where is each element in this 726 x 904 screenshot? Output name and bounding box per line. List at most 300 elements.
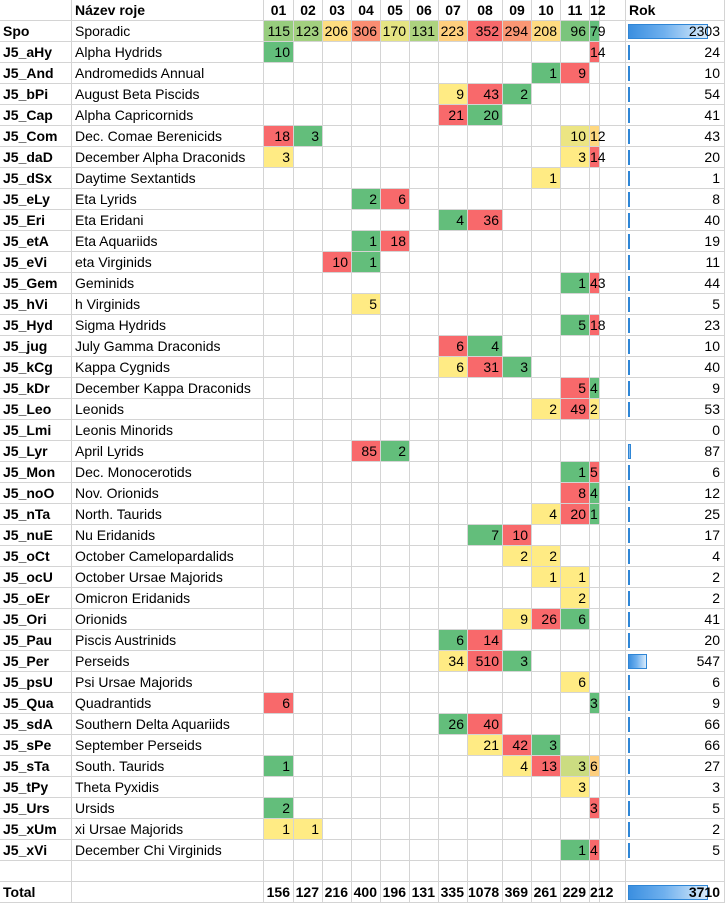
month-cell-07[interactable] [439,231,468,252]
spacer-cell[interactable] [600,231,626,252]
month-cell-12[interactable]: 5 [590,462,600,483]
month-cell-02[interactable] [294,672,323,693]
shower-code[interactable]: J5_sdA [0,714,72,735]
month-cell-09[interactable] [503,315,532,336]
month-cell-06[interactable] [410,126,439,147]
month-cell-01[interactable]: 10 [264,42,294,63]
month-cell-09[interactable]: 10 [503,525,532,546]
month-cell-10[interactable] [532,189,561,210]
month-cell-09[interactable] [503,714,532,735]
month-cell-04[interactable] [352,546,381,567]
month-cell-10[interactable]: 261 [532,882,561,903]
month-cell-05[interactable] [381,840,410,861]
month-cell-05[interactable] [381,798,410,819]
month-cell-05[interactable] [381,819,410,840]
month-cell-03[interactable] [323,609,352,630]
shower-name[interactable]: Theta Pyxidis [72,777,264,798]
month-cell-08[interactable] [468,798,503,819]
month-cell-03[interactable] [323,210,352,231]
month-cell-08[interactable] [468,777,503,798]
year-total-cell[interactable] [626,420,725,441]
month-cell-07[interactable]: 223 [439,21,468,42]
month-cell-05[interactable] [381,630,410,651]
month-cell-12[interactable] [590,441,600,462]
shower-name[interactable]: Psi Ursae Majorids [72,672,264,693]
month-cell-04[interactable] [352,315,381,336]
shower-code[interactable]: Spo [0,21,72,42]
month-cell-10[interactable]: 208 [532,21,561,42]
month-cell-01[interactable] [264,84,294,105]
month-cell-01[interactable] [264,714,294,735]
month-cell-10[interactable]: 4 [532,504,561,525]
month-cell-08[interactable] [468,147,503,168]
shower-code[interactable]: J5_nTa [0,504,72,525]
month-cell-07[interactable] [439,168,468,189]
month-cell-04[interactable] [352,168,381,189]
shower-name[interactable]: October Ursae Majorids [72,567,264,588]
month-cell-12[interactable]: 18 [590,315,600,336]
month-cell-03[interactable] [323,105,352,126]
month-cell-04[interactable] [352,378,381,399]
month-cell-07[interactable] [439,588,468,609]
month-cell-02[interactable]: 3 [294,126,323,147]
month-cell-08[interactable] [468,420,503,441]
month-cell-11[interactable]: 3 [561,756,590,777]
month-cell-12[interactable]: 1 [590,504,600,525]
month-cell-06[interactable] [410,147,439,168]
shower-name[interactable]: eta Virginids [72,252,264,273]
spacer-cell[interactable] [600,336,626,357]
month-cell-12[interactable] [590,546,600,567]
month-cell-10[interactable]: 3 [532,735,561,756]
month-cell-10[interactable] [532,798,561,819]
month-cell-11[interactable] [561,252,590,273]
month-cell-11[interactable] [561,210,590,231]
month-cell-11[interactable]: 9 [561,63,590,84]
empty-cell[interactable] [352,861,381,882]
shower-code[interactable]: J5_Lyr [0,441,72,462]
month-cell-05[interactable] [381,294,410,315]
month-cell-01[interactable] [264,609,294,630]
header-month-11[interactable]: 11 [561,0,590,21]
month-cell-03[interactable] [323,294,352,315]
month-cell-02[interactable] [294,210,323,231]
shower-name[interactable]: Daytime Sextantids [72,168,264,189]
month-cell-07[interactable] [439,63,468,84]
month-cell-10[interactable] [532,693,561,714]
month-cell-06[interactable] [410,483,439,504]
month-cell-11[interactable]: 5 [561,378,590,399]
month-cell-01[interactable]: 115 [264,21,294,42]
month-cell-12[interactable]: 14 [590,42,600,63]
year-total-cell[interactable] [626,840,725,861]
month-cell-03[interactable] [323,63,352,84]
month-cell-09[interactable] [503,504,532,525]
spacer-cell[interactable] [600,588,626,609]
spacer-cell[interactable] [600,84,626,105]
spacer-cell[interactable] [600,63,626,84]
month-cell-02[interactable] [294,525,323,546]
month-cell-05[interactable]: 6 [381,189,410,210]
shower-name[interactable]: h Virginids [72,294,264,315]
shower-name[interactable]: December Chi Virginids [72,840,264,861]
month-cell-06[interactable] [410,462,439,483]
month-cell-08[interactable]: 21 [468,735,503,756]
spacer-cell[interactable] [600,441,626,462]
month-cell-02[interactable] [294,42,323,63]
month-cell-12[interactable] [590,189,600,210]
month-cell-10[interactable] [532,483,561,504]
header-month-05[interactable]: 05 [381,0,410,21]
spacer-cell[interactable] [600,756,626,777]
month-cell-12[interactable] [590,105,600,126]
spacer-cell[interactable] [600,0,626,21]
spacer-cell[interactable] [600,651,626,672]
month-cell-06[interactable] [410,693,439,714]
month-cell-03[interactable] [323,798,352,819]
month-cell-11[interactable] [561,630,590,651]
shower-code[interactable]: J5_Cap [0,105,72,126]
empty-cell[interactable] [323,861,352,882]
month-cell-01[interactable] [264,189,294,210]
year-total-cell[interactable] [626,651,725,672]
month-cell-04[interactable] [352,714,381,735]
month-cell-07[interactable] [439,315,468,336]
month-cell-03[interactable]: 216 [323,882,352,903]
month-cell-04[interactable] [352,840,381,861]
month-cell-08[interactable] [468,588,503,609]
month-cell-11[interactable] [561,693,590,714]
month-cell-01[interactable] [264,567,294,588]
month-cell-06[interactable] [410,735,439,756]
year-total-cell[interactable] [626,588,725,609]
month-cell-10[interactable] [532,336,561,357]
month-cell-11[interactable]: 3 [561,147,590,168]
spacer-cell[interactable] [600,735,626,756]
month-cell-07[interactable] [439,252,468,273]
month-cell-12[interactable] [590,252,600,273]
month-cell-07[interactable] [439,294,468,315]
month-cell-03[interactable] [323,714,352,735]
shower-code[interactable]: J5_Leo [0,399,72,420]
month-cell-09[interactable] [503,630,532,651]
shower-name[interactable]: Southern Delta Aquariids [72,714,264,735]
shower-name[interactable]: Alpha Capricornids [72,105,264,126]
month-cell-11[interactable]: 20 [561,504,590,525]
month-cell-06[interactable] [410,273,439,294]
month-cell-02[interactable] [294,399,323,420]
month-cell-12[interactable] [590,420,600,441]
spacer-cell[interactable] [600,882,626,903]
month-cell-03[interactable]: 10 [323,252,352,273]
spacer-cell[interactable] [600,294,626,315]
month-cell-02[interactable] [294,630,323,651]
month-cell-07[interactable] [439,756,468,777]
year-total-cell[interactable] [626,567,725,588]
shower-name[interactable]: April Lyrids [72,441,264,462]
spacer-cell[interactable] [600,504,626,525]
month-cell-12[interactable] [590,630,600,651]
month-cell-05[interactable]: 170 [381,21,410,42]
month-cell-03[interactable] [323,231,352,252]
month-cell-10[interactable]: 1 [532,168,561,189]
shower-code[interactable]: J5_eVi [0,252,72,273]
shower-code[interactable]: J5_ocU [0,567,72,588]
year-total-cell[interactable] [626,21,725,42]
shower-code[interactable]: J5_sPe [0,735,72,756]
month-cell-06[interactable] [410,630,439,651]
empty-cell[interactable] [626,861,725,882]
header-month-07[interactable]: 07 [439,0,468,21]
month-cell-06[interactable] [410,546,439,567]
month-cell-05[interactable] [381,378,410,399]
empty-cell[interactable] [600,861,626,882]
year-total-cell[interactable] [626,189,725,210]
month-cell-04[interactable]: 1 [352,252,381,273]
month-cell-07[interactable] [439,504,468,525]
month-cell-06[interactable] [410,525,439,546]
month-cell-08[interactable] [468,315,503,336]
month-cell-12[interactable] [590,714,600,735]
header-month-09[interactable]: 09 [503,0,532,21]
shower-code[interactable]: J5_etA [0,231,72,252]
month-cell-02[interactable] [294,294,323,315]
month-cell-01[interactable] [264,105,294,126]
year-total-cell[interactable] [626,798,725,819]
month-cell-04[interactable] [352,105,381,126]
month-cell-02[interactable] [294,357,323,378]
month-cell-09[interactable] [503,273,532,294]
spacer-cell[interactable] [600,105,626,126]
month-cell-02[interactable] [294,147,323,168]
month-cell-02[interactable] [294,252,323,273]
month-cell-01[interactable] [264,168,294,189]
year-total-cell[interactable] [626,126,725,147]
month-cell-12[interactable] [590,588,600,609]
month-cell-10[interactable] [532,231,561,252]
month-cell-10[interactable] [532,84,561,105]
month-cell-04[interactable]: 400 [352,882,381,903]
shower-name[interactable]: Omicron Eridanids [72,588,264,609]
empty-cell[interactable] [0,861,72,882]
shower-code[interactable]: J5_Per [0,651,72,672]
header-month-02[interactable]: 02 [294,0,323,21]
spacer-cell[interactable] [600,819,626,840]
shower-name[interactable]: Kappa Cygnids [72,357,264,378]
month-cell-07[interactable] [439,399,468,420]
month-cell-05[interactable] [381,714,410,735]
month-cell-10[interactable] [532,714,561,735]
month-cell-12[interactable] [590,735,600,756]
month-cell-09[interactable] [503,378,532,399]
month-cell-09[interactable] [503,798,532,819]
shower-name[interactable]: Dec. Comae Berenicids [72,126,264,147]
year-total-cell[interactable] [626,42,725,63]
month-cell-01[interactable] [264,273,294,294]
month-cell-02[interactable]: 1 [294,819,323,840]
month-cell-11[interactable] [561,231,590,252]
spacer-cell[interactable] [600,525,626,546]
month-cell-04[interactable] [352,735,381,756]
month-cell-02[interactable] [294,756,323,777]
month-cell-07[interactable]: 6 [439,336,468,357]
month-cell-12[interactable] [590,819,600,840]
month-cell-11[interactable] [561,735,590,756]
month-cell-01[interactable] [264,462,294,483]
shower-code[interactable]: J5_jug [0,336,72,357]
month-cell-05[interactable] [381,357,410,378]
month-cell-05[interactable] [381,588,410,609]
month-cell-03[interactable] [323,672,352,693]
month-cell-03[interactable] [323,126,352,147]
month-cell-07[interactable]: 6 [439,630,468,651]
month-cell-12[interactable]: 43 [590,273,600,294]
month-cell-12[interactable]: 212 [590,882,600,903]
year-total-cell[interactable] [626,714,725,735]
month-cell-01[interactable] [264,294,294,315]
empty-cell[interactable] [410,861,439,882]
shower-code[interactable]: J5_Hyd [0,315,72,336]
month-cell-04[interactable] [352,210,381,231]
empty-cell[interactable] [503,861,532,882]
month-cell-12[interactable] [590,231,600,252]
month-cell-06[interactable] [410,252,439,273]
month-cell-09[interactable] [503,42,532,63]
month-cell-08[interactable]: 7 [468,525,503,546]
year-total-cell[interactable] [626,273,725,294]
month-cell-04[interactable] [352,798,381,819]
shower-name[interactable]: xi Ursae Majorids [72,819,264,840]
month-cell-02[interactable] [294,105,323,126]
month-cell-02[interactable] [294,231,323,252]
month-cell-04[interactable] [352,588,381,609]
shower-name[interactable]: Nov. Orionids [72,483,264,504]
year-total-cell[interactable] [626,609,725,630]
month-cell-05[interactable]: 2 [381,441,410,462]
month-cell-03[interactable] [323,168,352,189]
month-cell-01[interactable] [264,210,294,231]
shower-name[interactable]: Geminids [72,273,264,294]
month-cell-01[interactable] [264,63,294,84]
spacer-cell[interactable] [600,609,626,630]
month-cell-06[interactable] [410,609,439,630]
month-cell-09[interactable] [503,441,532,462]
total-label[interactable]: Total [0,882,72,903]
year-total-cell[interactable] [626,357,725,378]
month-cell-02[interactable] [294,378,323,399]
month-cell-08[interactable] [468,42,503,63]
month-cell-08[interactable]: 40 [468,714,503,735]
month-cell-04[interactable] [352,609,381,630]
month-cell-01[interactable] [264,378,294,399]
year-total-cell[interactable] [626,63,725,84]
month-cell-05[interactable] [381,651,410,672]
month-cell-09[interactable] [503,840,532,861]
month-cell-03[interactable] [323,504,352,525]
month-cell-03[interactable] [323,42,352,63]
month-cell-11[interactable] [561,798,590,819]
month-cell-03[interactable] [323,378,352,399]
month-cell-03[interactable] [323,525,352,546]
month-cell-01[interactable] [264,588,294,609]
month-cell-11[interactable]: 5 [561,315,590,336]
year-total-cell[interactable] [626,441,725,462]
month-cell-03[interactable]: 206 [323,21,352,42]
month-cell-02[interactable] [294,84,323,105]
month-cell-09[interactable] [503,294,532,315]
month-cell-05[interactable] [381,252,410,273]
month-cell-03[interactable] [323,462,352,483]
month-cell-01[interactable]: 1 [264,756,294,777]
year-total-cell[interactable] [626,252,725,273]
shower-name[interactable]: July Gamma Draconids [72,336,264,357]
month-cell-11[interactable] [561,357,590,378]
month-cell-04[interactable] [352,42,381,63]
month-cell-01[interactable] [264,483,294,504]
year-total-cell[interactable] [626,336,725,357]
month-cell-04[interactable]: 1 [352,231,381,252]
shower-code[interactable]: J5_Mon [0,462,72,483]
month-cell-05[interactable] [381,504,410,525]
month-cell-04[interactable] [352,693,381,714]
month-cell-02[interactable] [294,420,323,441]
month-cell-06[interactable] [410,651,439,672]
month-cell-12[interactable] [590,294,600,315]
empty-cell[interactable] [590,861,600,882]
month-cell-11[interactable]: 1 [561,567,590,588]
month-cell-08[interactable] [468,840,503,861]
month-cell-03[interactable] [323,189,352,210]
month-cell-05[interactable] [381,336,410,357]
spacer-cell[interactable] [600,462,626,483]
month-cell-05[interactable] [381,756,410,777]
shower-code[interactable]: J5_bPi [0,84,72,105]
month-cell-06[interactable] [410,567,439,588]
shower-code[interactable]: J5_Pau [0,630,72,651]
month-cell-12[interactable] [590,609,600,630]
shower-name[interactable]: December Kappa Draconids [72,378,264,399]
month-cell-06[interactable] [410,840,439,861]
month-cell-04[interactable] [352,651,381,672]
month-cell-06[interactable] [410,210,439,231]
month-cell-04[interactable] [352,126,381,147]
month-cell-10[interactable] [532,819,561,840]
month-cell-05[interactable] [381,483,410,504]
month-cell-11[interactable] [561,105,590,126]
month-cell-11[interactable]: 8 [561,483,590,504]
month-cell-01[interactable] [264,735,294,756]
year-total-cell[interactable] [626,672,725,693]
month-cell-07[interactable] [439,693,468,714]
shower-code[interactable]: J5_kDr [0,378,72,399]
shower-name[interactable]: Ursids [72,798,264,819]
month-cell-06[interactable] [410,672,439,693]
month-cell-03[interactable] [323,84,352,105]
month-cell-03[interactable] [323,399,352,420]
spacer-cell[interactable] [600,315,626,336]
month-cell-09[interactable] [503,819,532,840]
month-cell-07[interactable]: 21 [439,105,468,126]
spacer-cell[interactable] [600,357,626,378]
month-cell-01[interactable] [264,504,294,525]
month-cell-08[interactable] [468,168,503,189]
month-cell-07[interactable]: 26 [439,714,468,735]
shower-code[interactable]: J5_Com [0,126,72,147]
month-cell-01[interactable] [264,399,294,420]
month-cell-03[interactable] [323,756,352,777]
month-cell-08[interactable]: 352 [468,21,503,42]
month-cell-08[interactable]: 4 [468,336,503,357]
